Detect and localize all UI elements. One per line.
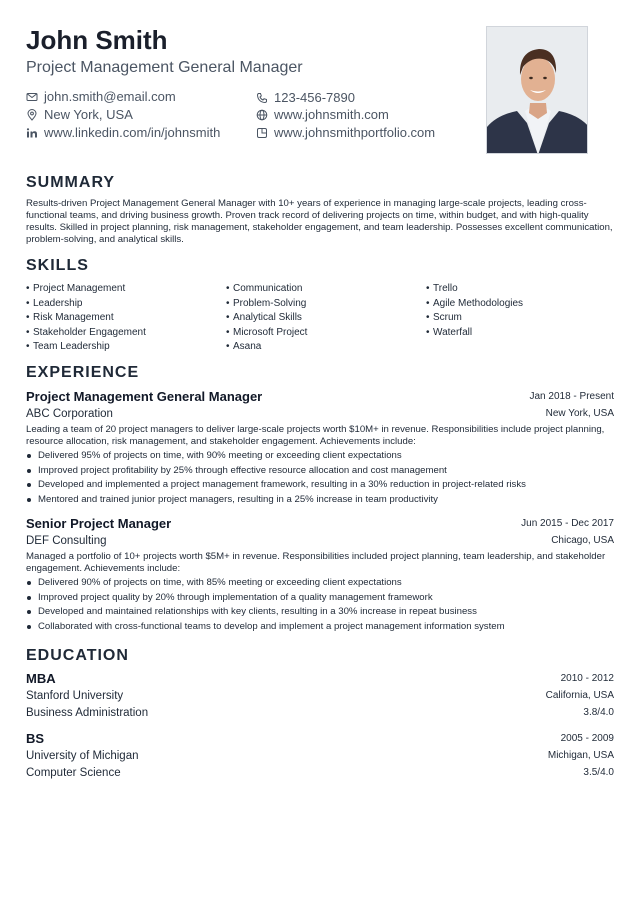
skill-item: • Asana (226, 341, 262, 352)
achievement-item: Developed and maintained relationships with key clients, resulting in a 30% increase in repeat business (26, 605, 614, 620)
achievement-item: Developed and implemented a project management framework, resulting in a 30% reduction in project-related risks (26, 478, 614, 493)
job-location: New York, USA (545, 408, 614, 419)
skill-item: • Microsoft Project (226, 326, 308, 338)
location-text: New York, USA (44, 107, 133, 122)
skill-item: • Problem-Solving (226, 297, 307, 309)
phone-icon (256, 92, 268, 104)
school-name: University of Michigan (26, 750, 139, 762)
summary-text: Results-driven Project Management General Manager with 10+ years of experience in managing large-scale projects, leading cross-functional teams, and driving business growth. Proven track record of delivering projects on time, within budget, and with high-quality results. Skilled in project planning, risk management, stakeholder engagement, and team leadership. Possesses excellent communication, problem-solving, and analytical skills. (26, 198, 613, 245)
skills-heading: SKILLS (26, 257, 89, 274)
skill-item: • Project Management (26, 283, 126, 294)
education-dates: 2005 - 2009 (560, 733, 614, 744)
skill-item: • Leadership (26, 297, 83, 309)
candidate-name: John Smith (26, 25, 168, 55)
achievement-list (26, 449, 614, 507)
email-icon (26, 91, 38, 103)
skill-item: • Risk Management (26, 312, 114, 323)
location-pin-icon (26, 109, 38, 121)
website-link: www.johnsmith.com (274, 107, 389, 122)
education-heading: EDUCATION (26, 647, 129, 664)
education-entry (26, 671, 614, 722)
contact-linkedin[interactable] (26, 124, 220, 142)
experience-entry (26, 389, 614, 507)
job-company: DEF Consulting (26, 535, 107, 547)
school-location: California, USA (545, 690, 614, 701)
field-of-study: Computer Science (26, 767, 121, 779)
skills-list (26, 282, 614, 357)
globe-icon (256, 109, 268, 121)
achievement-item: Collaborated with cross-functional teams to develop and implement a project management information system (26, 620, 614, 635)
school-name: Stanford University (26, 690, 124, 702)
email-text: john.smith@email.com (44, 89, 176, 104)
skills-column-1 (26, 282, 146, 355)
education-dates: 2010 - 2012 (560, 673, 614, 684)
linkedin-link: www.linkedin.com/in/johnsmith (44, 125, 221, 140)
school-location: Michigan, USA (547, 750, 614, 761)
portfolio-link: www.johnsmithportfolio.com (274, 125, 436, 140)
gpa: 3.5/4.0 (583, 767, 614, 778)
job-dates: Jun 2015 - Dec 2017 (521, 518, 614, 529)
degree-name: BS (26, 731, 45, 746)
linkedin-icon (26, 127, 38, 139)
education-entry (26, 731, 614, 782)
achievement-list (26, 576, 614, 634)
skill-item: • Waterfall (426, 326, 473, 338)
skills-column-2 (226, 282, 307, 355)
job-description: Leading a team of 20 project managers to deliver large-scale projects worth $10M+ in revenue. Responsibilities include project planning, resource allocation, risk management, and stakeholder engagement. Achievements include: (26, 424, 605, 447)
skill-item: • Scrum (426, 312, 462, 323)
portfolio-icon (256, 127, 268, 139)
resume-header (26, 24, 466, 78)
job-title: Project Management General Manager (26, 389, 263, 404)
skill-item: • Stakeholder Engagement (26, 326, 146, 338)
achievement-item: Delivered 95% of projects on time, with 90% meeting or exceeding client expectations (26, 449, 614, 464)
degree-name: MBA (26, 671, 56, 686)
achievement-item: Mentored and trained junior project managers, resulting in a 25% increase in team productivity (26, 493, 614, 508)
job-description: Managed a portfolio of 10+ projects worth $5M+ in revenue. Responsibilities included project planning, team leadership, and stakeholder engagement. Achievements include: (26, 551, 606, 574)
contact-website[interactable] (256, 106, 389, 124)
job-title: Senior Project Manager (26, 516, 172, 531)
job-company: ABC Corporation (26, 408, 113, 420)
job-location: Chicago, USA (551, 535, 614, 546)
gpa: 3.8/4.0 (583, 707, 614, 718)
contact-info (26, 88, 466, 144)
summary-heading: SUMMARY (26, 174, 116, 191)
skill-item: • Team Leadership (26, 341, 110, 352)
skill-item: • Analytical Skills (226, 312, 302, 323)
achievement-item: Improved project profitability by 25% through effective resource allocation and cost management (26, 464, 614, 479)
achievement-item: Improved project quality by 20% through implementation of a quality management framework (26, 591, 614, 606)
achievement-item: Delivered 90% of projects on time, with 85% meeting or exceeding client expectations (26, 576, 614, 591)
profile-photo (486, 26, 588, 154)
contact-portfolio[interactable] (256, 124, 435, 142)
contact-phone[interactable] (256, 89, 355, 107)
skill-item: • Trello (426, 283, 458, 294)
skills-column-3 (426, 282, 523, 340)
experience-heading: EXPERIENCE (26, 364, 140, 381)
phone-text: 123-456-7890 (274, 90, 355, 105)
job-dates: Jan 2018 - Present (529, 391, 614, 402)
candidate-title: Project Management General Manager (26, 59, 303, 76)
contact-location (26, 106, 133, 124)
skill-item: • Communication (226, 283, 303, 294)
contact-email[interactable] (26, 88, 176, 106)
experience-entry (26, 516, 614, 634)
skill-item: • Agile Methodologies (426, 297, 524, 309)
field-of-study: Business Administration (26, 707, 149, 719)
